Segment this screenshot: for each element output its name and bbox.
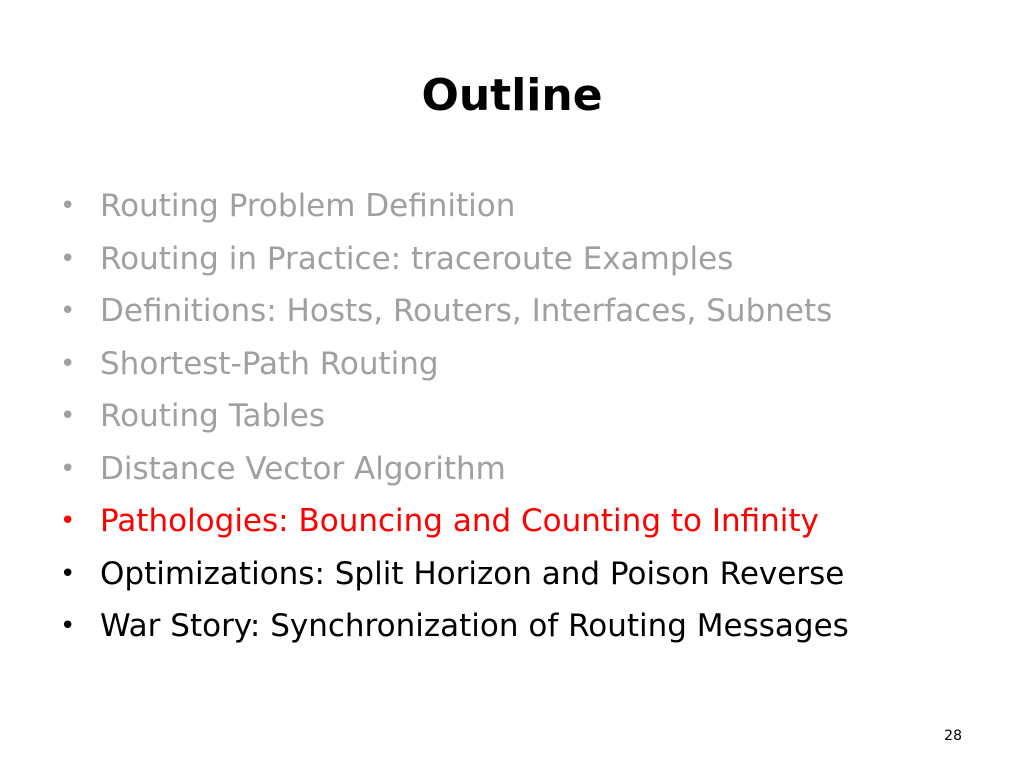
- outline-item: [60, 443, 1000, 496]
- outline-item: [60, 390, 1000, 443]
- outline-item-text: Distance Vector Algorithm: [100, 450, 506, 487]
- outline-item-text: Routing Problem Definition: [100, 188, 516, 224]
- outline-item: [60, 180, 1000, 233]
- outline-item: [60, 285, 1000, 338]
- bullet-icon: •: [60, 348, 76, 379]
- bullet-icon: •: [60, 506, 76, 536]
- outline-item: [60, 338, 1000, 391]
- page-number: 28: [944, 728, 962, 744]
- outline-item-text: Routing in Practice: traceroute Examples: [100, 240, 734, 277]
- outline-item-text: Pathologies: Bouncing and Counting to Infinity: [100, 503, 819, 539]
- outline-item: [60, 600, 1000, 653]
- outline-list: [60, 180, 1000, 653]
- bullet-icon: •: [60, 296, 76, 326]
- bullet-icon: •: [60, 453, 76, 484]
- outline-item: [60, 548, 1000, 601]
- bullet-icon: •: [60, 401, 76, 431]
- outline-item-text: Definitions: Hosts, Routers, Interfaces, Subnets: [100, 293, 833, 329]
- outline-item-text: Shortest-Path Routing: [100, 345, 439, 382]
- bullet-icon: •: [60, 243, 76, 274]
- bullet-icon: •: [60, 558, 76, 589]
- bullet-icon: •: [60, 611, 76, 641]
- outline-item-text: Optimizations: Split Horizon and Poison Reverse: [100, 555, 845, 592]
- slide-title: Outline: [421, 70, 603, 121]
- outline-item-text: Routing Tables: [100, 398, 326, 434]
- outline-item-current: [60, 495, 1000, 548]
- outline-item-text: War Story: Synchronization of Routing Messages: [100, 608, 849, 644]
- outline-item: [60, 233, 1000, 286]
- bullet-icon: •: [60, 191, 76, 221]
